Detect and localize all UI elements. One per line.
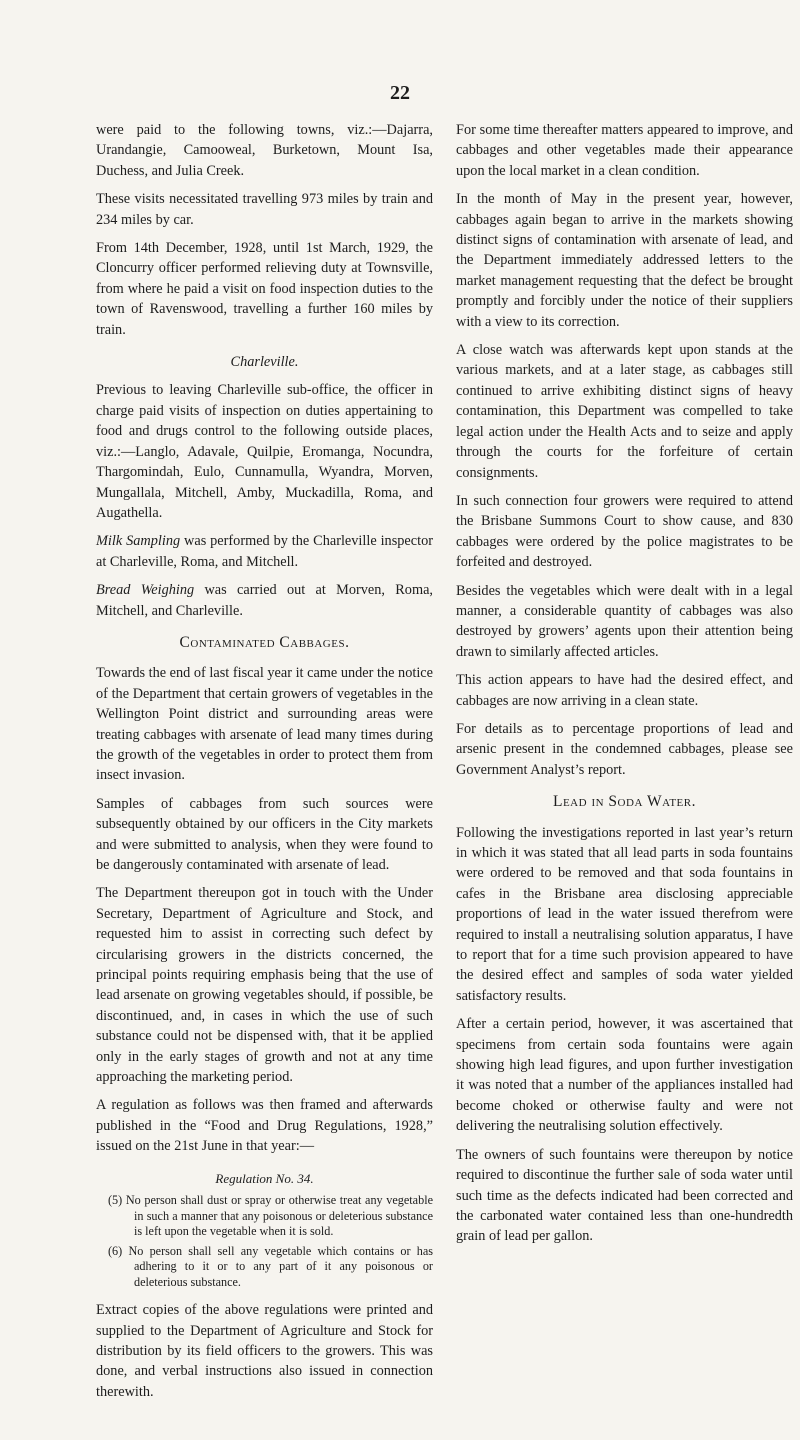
- paragraph: The Department thereupon got in touch with the Under Secretary, Department of Agriculture and Stock, and requested him to assist in correcting such defect by circularising growers in the districts concerned, the principal points requiring emphasis being that the use of lead arsenate on growing vegetables should, if possible, be discontinued, and, in cases in which the use of such substance could not be dispensed with, that it be applied only in the early stages of growth and not at any time approaching the marketing period.: [96, 885, 433, 1086]
- bread-weighing-text: was carried out at Morven, Roma, Mitchell, and Charleville.: [96, 582, 433, 619]
- paragraph: A close watch was afterwards kept upon stands at the various markets, and at a later stage, as cabbages still continued to arrive exhibiting distinct signs of heavy contamination, this Department was compelled to take legal action under the Health Acts and to seize and apply through the courts for the forfeiture of certain consignments.: [456, 342, 793, 481]
- paragraph: [96, 531, 433, 572]
- bread-weighing-lead: Bread Weighing: [96, 582, 195, 599]
- section-heading-charleville: Charleville.: [230, 354, 299, 371]
- paragraph: Following the investigations reported in last year’s return in which it was stated that all lead parts in soda fountains were ordered to be removed and that soda fountains in cafes in the Brisbane area disclosing appreciable proportions of lead in the water issued therefrom were required to install a neutralising solution apparatus, I have to report that for a time such provision appeared to have the desired effect and samples of soda water yielded satisfactory results.: [456, 824, 793, 1004]
- section-heading-lead-soda-water: Lead in Soda Water.: [553, 793, 696, 811]
- regulation-item-5: (5) No person shall dust or spray or otherwise treat any vegetable in such a manner that any poisonous or deleterious substance is left upon the vegetable when it is sold.: [108, 1193, 433, 1239]
- paragraph: A regulation as follows was then framed and afterwards published in the “Food and Drug Regulations, 1928,” issued on the 21st June in that year:—: [96, 1097, 433, 1155]
- paragraph: After a certain period, however, it was ascertained that specimens from certain soda fountains were again showing high lead figures, and upon further investigation it was noted that a number of the appliances installed had become choked or otherwise faulty and were not delivering the neutralising solution effectively.: [456, 1016, 793, 1135]
- paragraph: These visits necessitated travelling 973 miles by train and 234 miles by car.: [96, 191, 433, 228]
- milk-sampling-text: was performed by the Charleville inspector at Charleville, Roma, and Mitchell.: [96, 533, 433, 570]
- regulation-title: Regulation No. 34.: [215, 1170, 314, 1186]
- section-heading-cabbages: Contaminated Cabbages.: [179, 633, 350, 651]
- paragraph: In the month of May in the present year, however, cabbages again began to arrive in the markets showing distinct signs of contamination with arsenate of lead, and the Department immediately addressed letters to the market management requesting that the defect be brought promptly and forcibly under the notice of their suppliers with a view to its correction.: [456, 191, 793, 330]
- paragraph: For details as to percentage proportions of lead and arsenic present in the condemned cabbages, please see Government Analyst’s report.: [456, 720, 793, 778]
- paragraph: Besides the vegetables which were dealt with in a legal manner, a considerable quantity of cabbages was also destroyed by growers’ agents upon their attention being drawn to similarly affected articles.: [456, 582, 793, 660]
- paragraph: [96, 580, 433, 621]
- paragraph: Previous to leaving Charleville sub-office, the officer in charge paid visits of inspection on duties appertaining to food and drugs control to the following outside places, viz.:—Langlo, Adavale, Quilpie, Eromanga, Nocundra, Thargomindah, Eulo, Cunnamulla, Wyandra, Morven, Mungallala, Mitchell, Amby, Muckadilla, Roma, and Augathella.: [96, 382, 433, 521]
- paragraph: For some time thereafter matters appeared to improve, and cabbages and other vegetables made their appearance upon the local market in a clean condition.: [456, 122, 793, 179]
- paragraph: Towards the end of last fiscal year it came under the notice of the Department that certain growers of vegetables in the Wellington Point district and surrounding areas were treating cabbages with arsenate of lead many times during the growth of the vegetables in order to protect them from insect invasion.: [96, 665, 433, 784]
- left-column: [96, 120, 433, 1410]
- regulation-item-6: (6) No person shall sell any vegetable which contains or has adhering to it or to any part of it any poisonous or deleterious substance.: [108, 1243, 433, 1289]
- paragraph: This action appears to have had the desired effect, and cabbages are now arriving in a clean state.: [456, 672, 793, 709]
- regulation-block: [96, 1169, 433, 1290]
- milk-sampling-lead: Milk Sampling: [96, 533, 181, 550]
- paragraph: From 14th December, 1928, until 1st March, 1929, the Cloncurry officer performed relieving duty at Townsville, from where he paid a visit on food inspection duties to the town of Ravenswood, travelling a further 160 miles by train.: [96, 240, 433, 338]
- paragraph: Extract copies of the above regulations were printed and supplied to the Department of Agriculture and Stock for distribution by its field officers to the growers. This was done, and verbal instructions also issued in connection therewith.: [96, 1302, 433, 1400]
- paragraph: Samples of cabbages from such sources were subsequently obtained by our officers in the City markets and were submitted to analysis, when they were found to be dangerously contaminated with arsenate of lead.: [96, 795, 433, 873]
- paragraph: In such connection four growers were required to attend the Brisbane Summons Court to show cause, and 830 cabbages were ordered by the police magistrates to be forfeited and destroyed.: [456, 492, 793, 571]
- page-number: 22: [390, 82, 410, 104]
- right-column: [456, 120, 793, 1255]
- paragraph: The owners of such fountains were thereupon by notice required to discontinue the further sale of soda water until such time as the defects indicated had been corrected and the carbonated water contained less than one-hundredth grain of lead per gallon.: [456, 1146, 793, 1245]
- paragraph: were paid to the following towns, viz.:—Dajarra, Urandangie, Camooweal, Burketown, Mount Isa, Duchess, and Julia Creek.: [96, 122, 433, 179]
